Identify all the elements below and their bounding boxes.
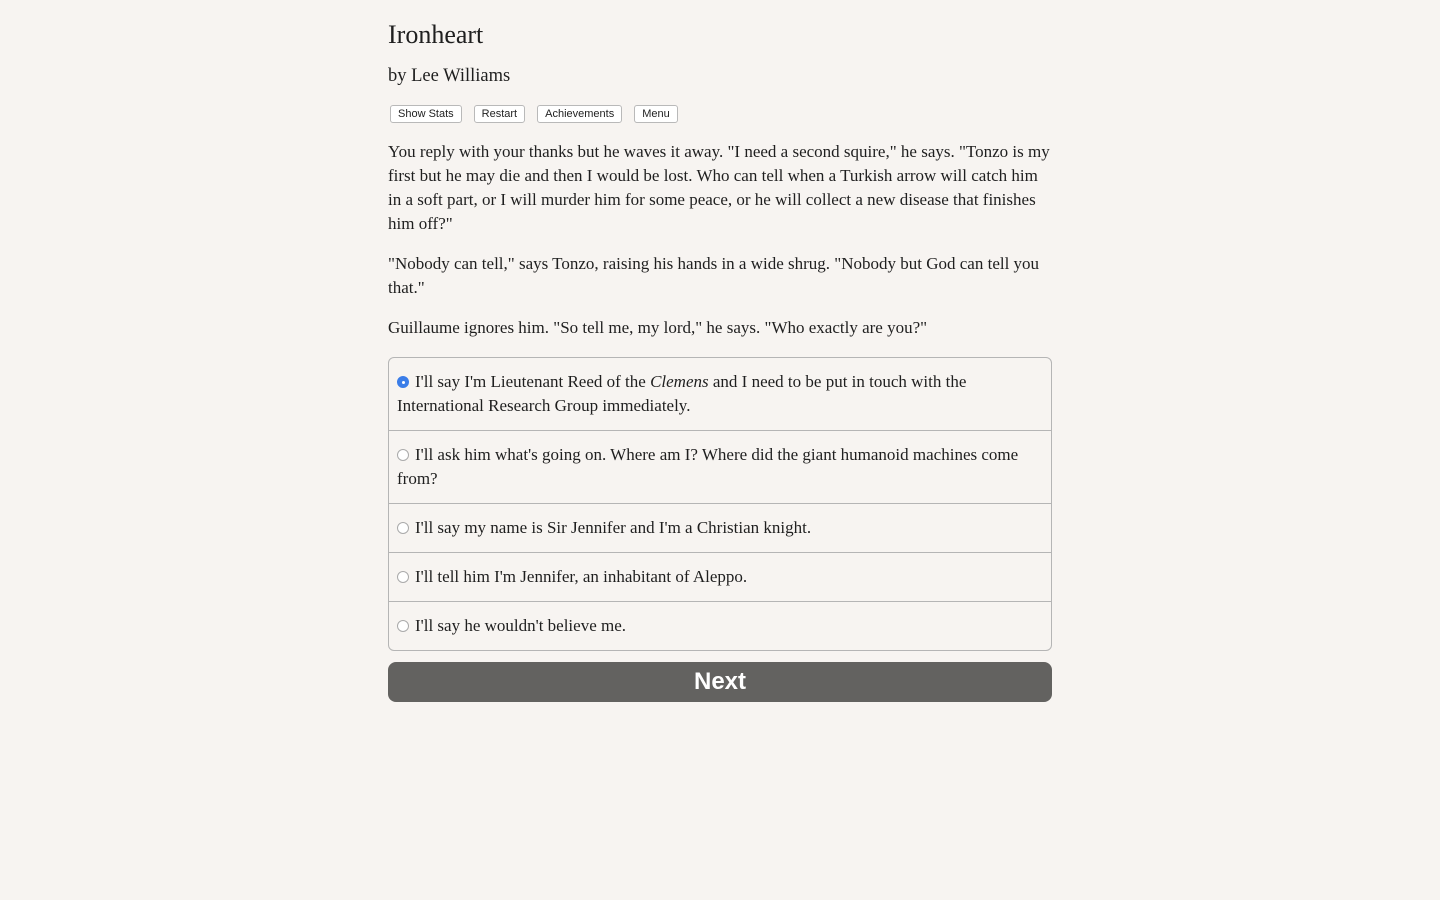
radio-icon[interactable] — [397, 571, 409, 583]
story-paragraph: "Nobody can tell," says Tonzo, raising his hands in a wide shrug. "Nobody but God can tell you that." — [388, 254, 1040, 297]
radio-icon[interactable] — [397, 522, 409, 534]
story-paragraph: Guillaume ignores him. "So tell me, my lord," he says. "Who exactly are you?" — [388, 318, 928, 337]
restart-button[interactable]: Restart — [474, 105, 525, 123]
achievements-button[interactable]: Achievements — [537, 105, 622, 123]
choice-option-2[interactable]: I'll ask him what's going on. Where am I? Where did the giant humanoid machines come from? — [389, 430, 1051, 503]
choice-option-5[interactable]: I'll say he wouldn't believe me. — [389, 601, 1051, 650]
choice-option-4[interactable]: I'll tell him I'm Jennifer, an inhabitant of Aleppo. — [389, 552, 1051, 601]
story-paragraph: You reply with your thanks but he waves it away. "I need a second squire," he says. "Tonzo is my first but he may die and then I would be lost. Who can tell when a Turkish arrow will catch him in a soft part, or I will murder him for some peace, or he will collect a new disease that finishes him off?" — [388, 142, 1050, 233]
toolbar — [390, 105, 678, 123]
radio-icon[interactable] — [397, 620, 409, 632]
story-text — [388, 140, 1052, 356]
choice-option-3[interactable]: I'll say my name is Sir Jennifer and I'm a Christian knight. — [389, 503, 1051, 552]
menu-button[interactable]: Menu — [634, 105, 678, 123]
radio-icon[interactable] — [397, 449, 409, 461]
next-button[interactable]: Next — [388, 662, 1052, 702]
game-author: by Lee Williams — [388, 66, 511, 86]
choice-list — [388, 357, 1052, 651]
radio-selected-icon[interactable] — [397, 376, 409, 388]
game-title: Ironheart — [388, 20, 484, 49]
choice-option-1[interactable]: I'll say I'm Lieutenant Reed of the Clemens and I need to be put in touch with the International Research Group immediately. — [397, 372, 967, 415]
show-stats-button[interactable]: Show Stats — [390, 105, 462, 123]
